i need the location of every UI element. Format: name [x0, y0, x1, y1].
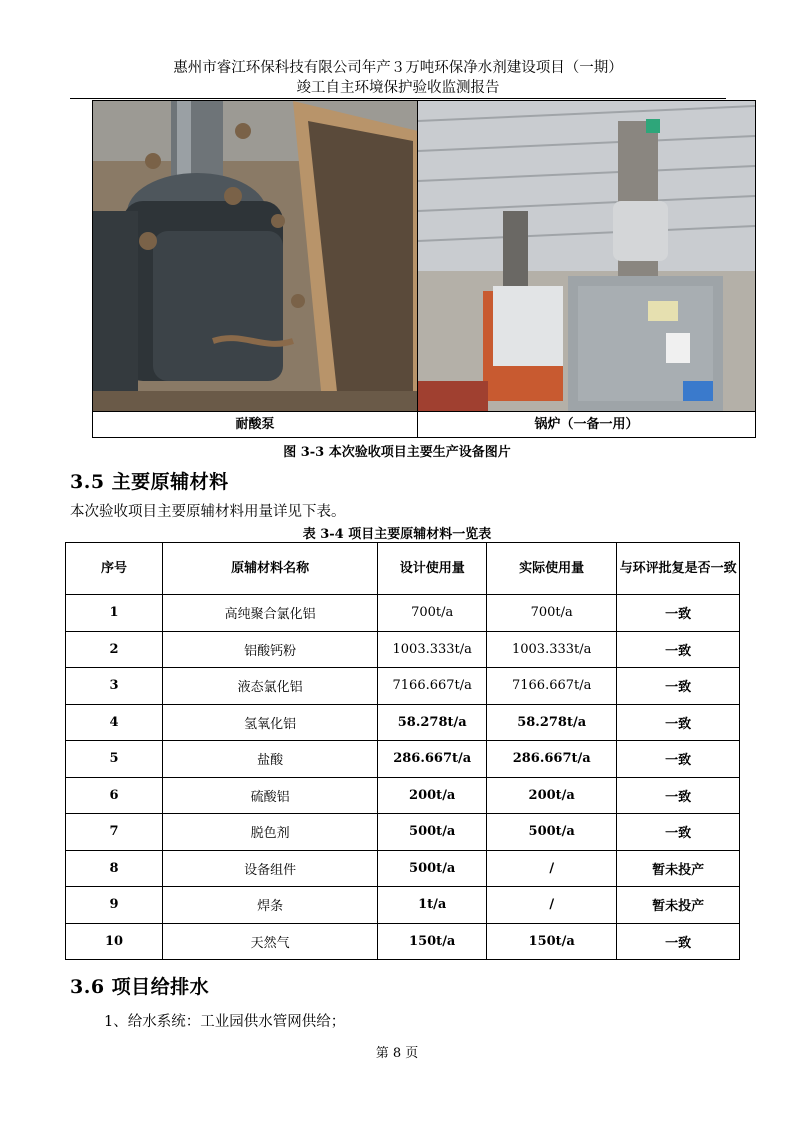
cell-consistent: 一致	[617, 777, 740, 814]
cell-consistent: 暂未投产	[617, 887, 740, 924]
table-row	[66, 850, 740, 887]
cell-consistent: 一致	[617, 704, 740, 741]
boiler-label: 锅炉（一备一用）	[418, 411, 755, 437]
cell-actual: 7166.667t/a	[487, 668, 617, 705]
cell-no: 8	[66, 850, 163, 887]
cell-actual: 150t/a	[487, 923, 617, 960]
cell-design: 200t/a	[378, 777, 487, 814]
cell-name: 高纯聚合氯化铝	[162, 595, 377, 632]
cell-consistent: 一致	[617, 595, 740, 632]
cell-consistent: 暂未投产	[617, 850, 740, 887]
water-supply-item: 1、给水系统：工业园供水管网供给；	[104, 1014, 346, 1030]
cell-name: 氢氧化铝	[162, 704, 377, 741]
cell-no: 4	[66, 704, 163, 741]
cell-design: 7166.667t/a	[378, 668, 487, 705]
cell-design: 1003.333t/a	[378, 631, 487, 668]
table-row	[66, 887, 740, 924]
cell-name: 液态氯化铝	[162, 668, 377, 705]
cell-actual: 1003.333t/a	[487, 631, 617, 668]
report-header-line1: 惠州市睿江环保科技有限公司年产３万吨环保净水剂建设项目（一期）	[173, 60, 623, 76]
cell-design: 700t/a	[378, 595, 487, 632]
cell-no: 2	[66, 631, 163, 668]
materials-table	[65, 542, 740, 960]
boiler-photo	[418, 101, 755, 411]
cell-actual: 200t/a	[487, 777, 617, 814]
boiler-image	[418, 101, 755, 411]
table-row	[66, 595, 740, 632]
column-header-design: 设计使用量	[378, 543, 487, 595]
acid-pump-photo	[93, 101, 418, 411]
table-row	[66, 704, 740, 741]
cell-name: 设备组件	[162, 850, 377, 887]
equipment-photo-table	[92, 100, 756, 438]
cell-no: 9	[66, 887, 163, 924]
header-rule	[70, 98, 726, 99]
cell-no: 1	[66, 595, 163, 632]
cell-no: 3	[66, 668, 163, 705]
column-header-name: 原辅材料名称	[162, 543, 377, 595]
cell-name: 天然气	[162, 923, 377, 960]
section-heading-3-6: 3.6 项目给排水	[70, 976, 210, 998]
acid-pump-image	[93, 101, 418, 411]
acid-pump-label: 耐酸泵	[93, 411, 418, 437]
cell-name: 硫酸铝	[162, 777, 377, 814]
table-caption: 表 3-4 项目主要原辅材料一览表	[302, 527, 492, 542]
cell-consistent: 一致	[617, 923, 740, 960]
cell-no: 5	[66, 741, 163, 778]
cell-design: 150t/a	[378, 923, 487, 960]
page-number: 第 8 页	[375, 1046, 419, 1061]
cell-actual: 58.278t/a	[487, 704, 617, 741]
cell-consistent: 一致	[617, 741, 740, 778]
cell-design: 500t/a	[378, 850, 487, 887]
column-header-actual: 实际使用量	[487, 543, 617, 595]
table-row	[66, 668, 740, 705]
table-header-row	[66, 543, 740, 595]
cell-no: 7	[66, 814, 163, 851]
column-header-no: 序号	[66, 543, 163, 595]
cell-no: 6	[66, 777, 163, 814]
cell-design: 286.667t/a	[378, 741, 487, 778]
cell-actual: /	[487, 850, 617, 887]
cell-actual: 286.667t/a	[487, 741, 617, 778]
cell-consistent: 一致	[617, 631, 740, 668]
cell-design: 1t/a	[378, 887, 487, 924]
section-heading-3-5: 3.5 主要原辅材料	[70, 471, 229, 493]
cell-actual: 700t/a	[487, 595, 617, 632]
figure-caption: 图 3-3 本次验收项目主要生产设备图片	[283, 445, 511, 460]
section-intro: 本次验收项目主要原辅材料用量详见下表。	[70, 504, 346, 520]
table-row	[66, 923, 740, 960]
cell-name: 铝酸钙粉	[162, 631, 377, 668]
cell-design: 58.278t/a	[378, 704, 487, 741]
table-row	[66, 631, 740, 668]
cell-consistent: 一致	[617, 814, 740, 851]
cell-actual: 500t/a	[487, 814, 617, 851]
table-row	[66, 814, 740, 851]
cell-no: 10	[66, 923, 163, 960]
table-row	[66, 777, 740, 814]
table-row	[66, 741, 740, 778]
cell-actual: /	[487, 887, 617, 924]
cell-name: 盐酸	[162, 741, 377, 778]
cell-consistent: 一致	[617, 668, 740, 705]
column-header-consistent: 与环评批复是否一致	[617, 543, 740, 595]
cell-design: 500t/a	[378, 814, 487, 851]
report-header-line2: 竣工自主环境保护验收监测报告	[296, 80, 500, 96]
cell-name: 脱色剂	[162, 814, 377, 851]
cell-name: 焊条	[162, 887, 377, 924]
